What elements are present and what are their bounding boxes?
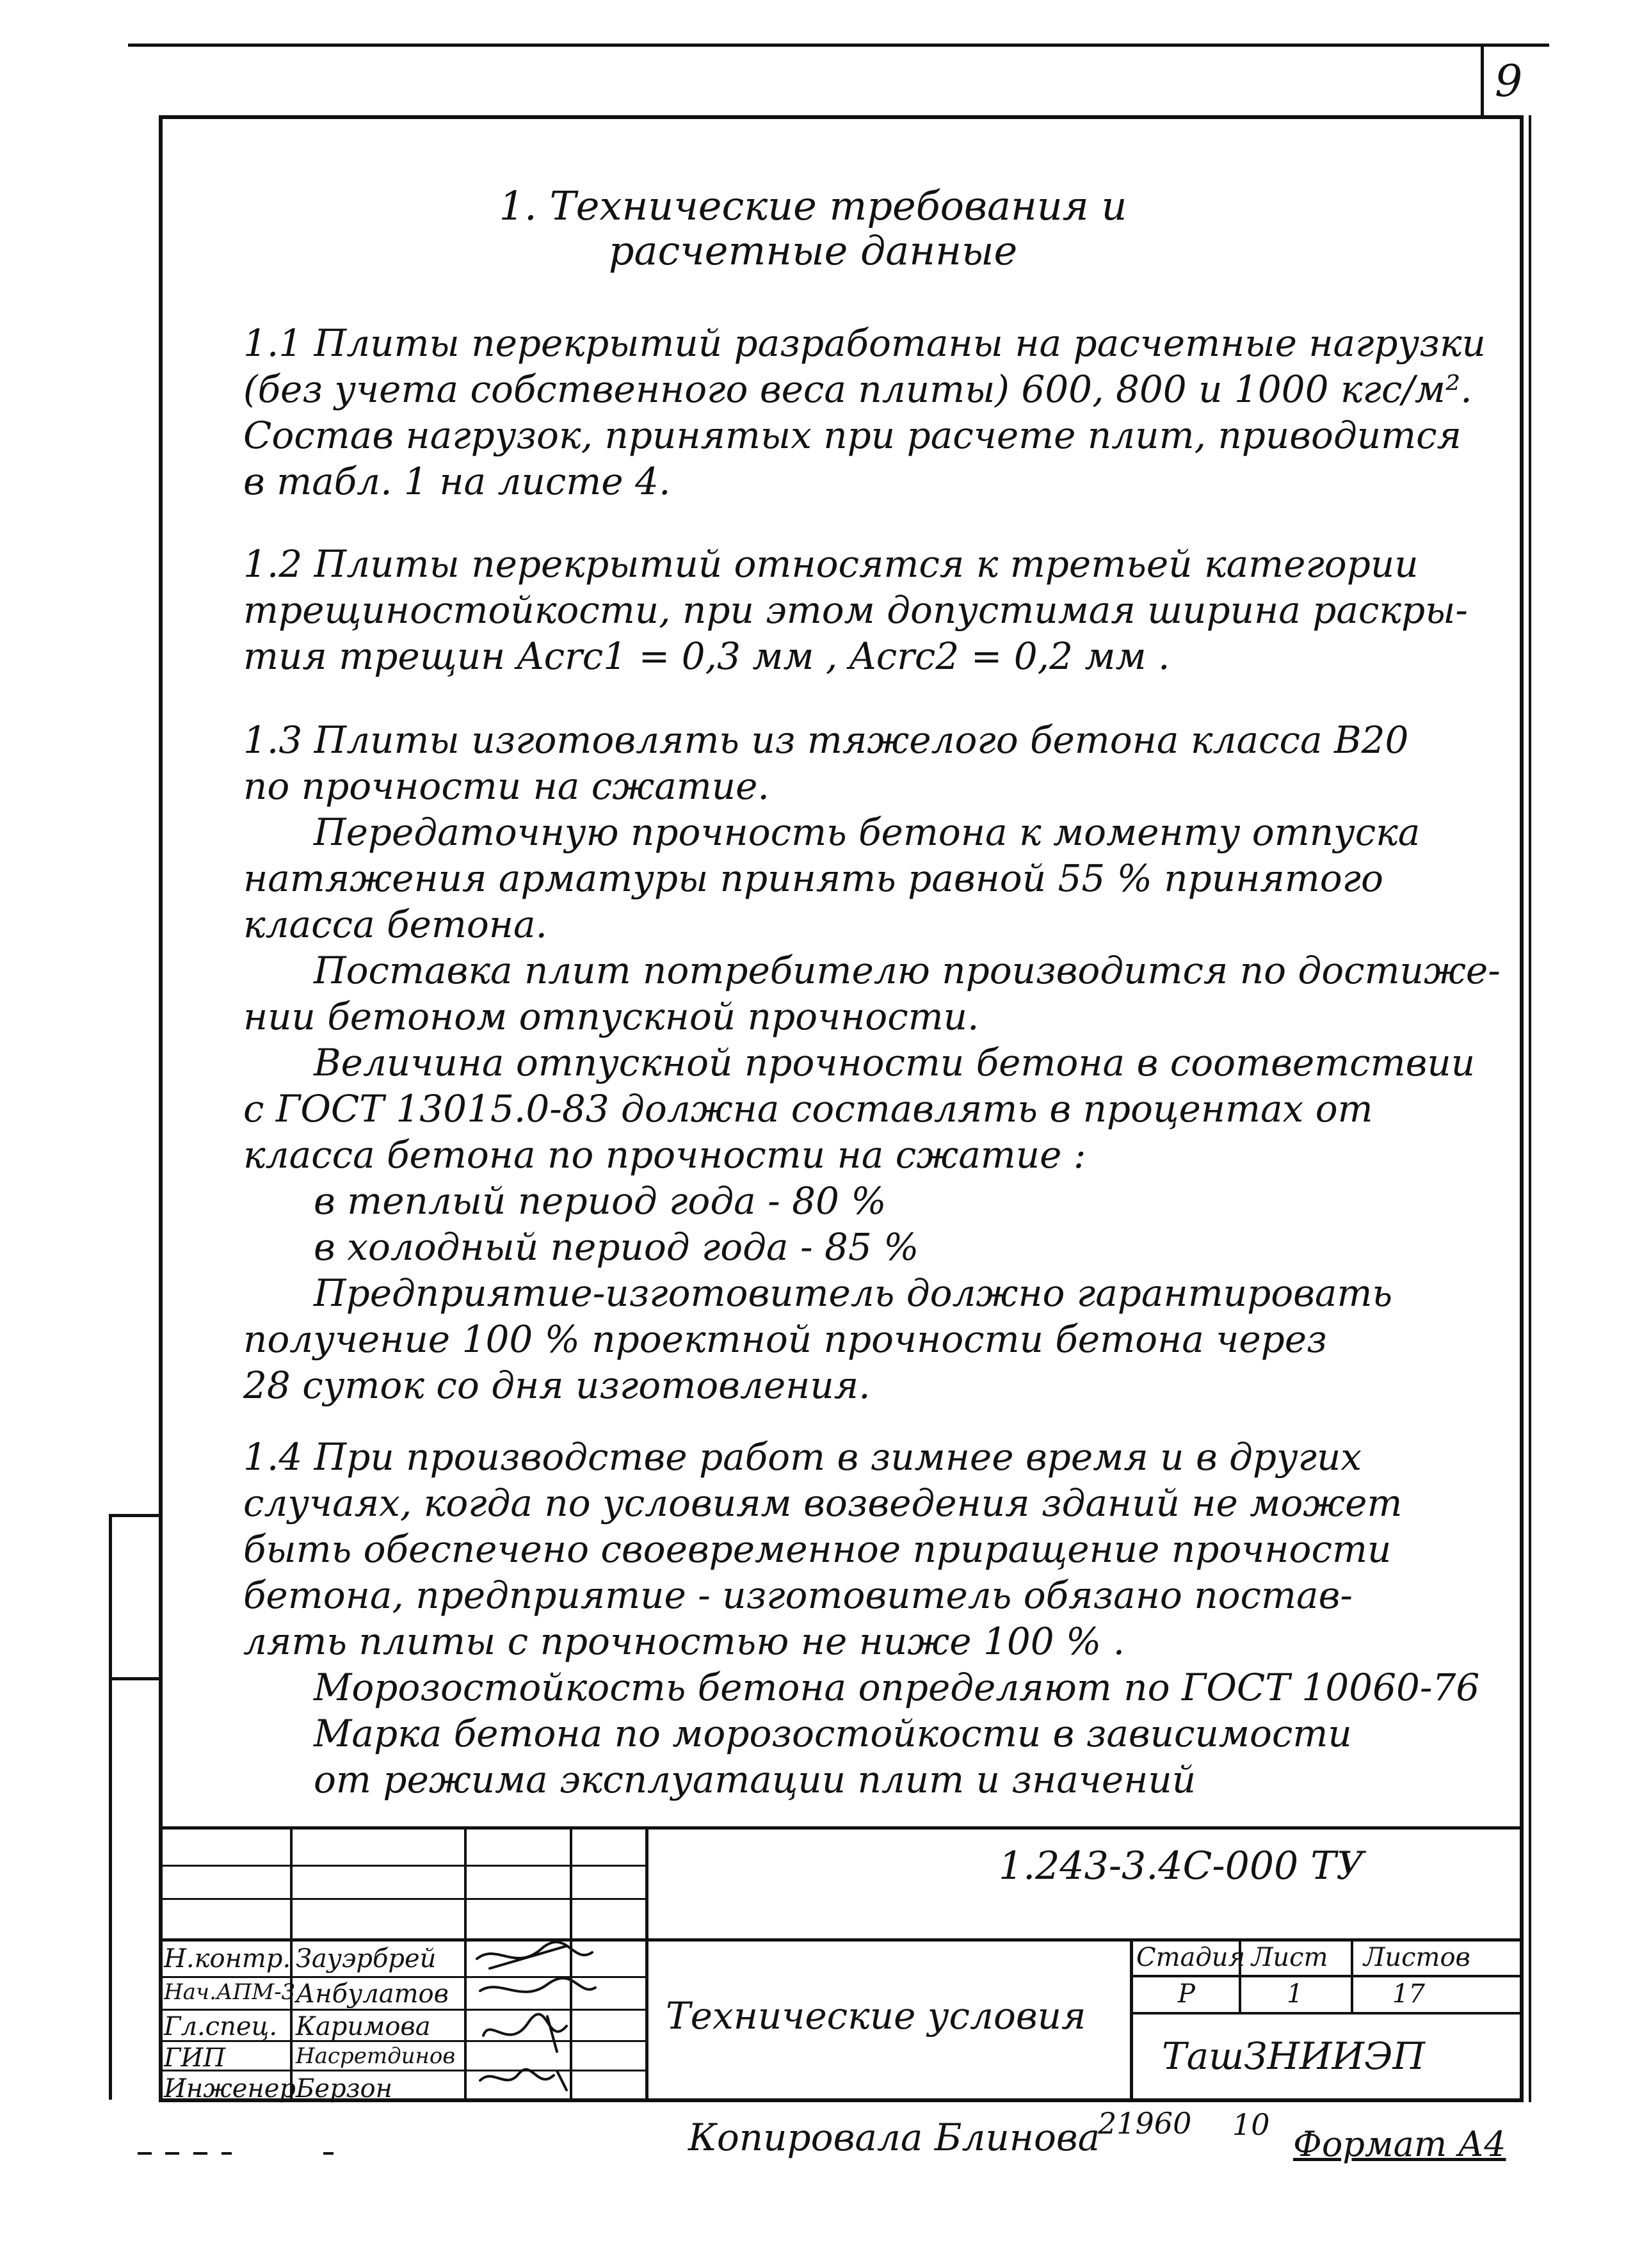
tb-col-line <box>645 1826 648 2102</box>
signature-1 <box>477 1942 592 1968</box>
text-line: 1.3 Плиты изготовлять из тяжелого бетона класса В20 <box>243 718 1409 762</box>
paragraph-1-2 <box>243 541 1498 679</box>
text-line: в холодный период года - 85 % <box>314 1225 919 1269</box>
sheets-value: 17 <box>1392 1979 1425 2009</box>
text-line: 1.2 Плиты перекрытий относятся к третьей категории <box>243 542 1419 586</box>
text-line: класса бетона по прочности на сжатие : <box>243 1133 1086 1177</box>
signature-scribbles <box>471 1940 605 2103</box>
text-line: получение 100 % проектной прочности бетона через <box>243 1317 1327 1361</box>
organization: ТашЗНИИЭП <box>1162 2034 1426 2078</box>
text-line: 28 суток со дня изготовления. <box>243 1363 871 1407</box>
paragraph-1-1 <box>243 320 1498 504</box>
signer-name: Насретдинов <box>296 2043 456 2069</box>
text-line: 1.1 Плиты перекрытий разработаны на расчетные нагрузки <box>243 321 1486 365</box>
dash-mark <box>193 2152 207 2155</box>
page-number-box-left <box>1481 45 1484 115</box>
stage-value: Р <box>1178 1979 1195 2009</box>
signer-role: Нач.АПМ-3 <box>164 1979 296 2005</box>
text-line: Состав нагрузок, принятых при расчете плит, приводится <box>243 414 1461 457</box>
text-line: Морозостойкость бетона определяют по ГОСТ 10060-76 <box>314 1666 1480 1709</box>
text-line: с ГОСТ 13015.0-83 должна составлять в процентах от <box>243 1087 1373 1130</box>
tb-col-line <box>1130 1938 1133 2102</box>
tb-row-line <box>159 1898 645 1900</box>
signer-role: Инженер <box>164 2074 296 2103</box>
text-line: нии бетоном отпускной прочности. <box>243 995 979 1038</box>
dash-mark <box>323 2152 334 2155</box>
paragraph-1-3 <box>243 717 1501 1408</box>
stage-header: Стадия <box>1136 1943 1245 1972</box>
signer-role: Гл.спец. <box>164 2012 278 2041</box>
text-line: Передаточную прочность бетона к моменту отпуска <box>314 810 1421 854</box>
signature-3 <box>483 2015 567 2052</box>
margin-strip <box>109 1514 112 2100</box>
text-line: от режима эксплуатации плит и значений <box>314 1758 1196 1801</box>
sheet-header: Лист <box>1252 1943 1328 1972</box>
format-label: Формат А4 <box>1293 2124 1506 2164</box>
section-title-line1: 1. Технические требования и <box>499 182 1127 229</box>
text-line: быть обеспечено своевременное приращение прочности <box>243 1527 1392 1571</box>
text-line: тия трещин Acrc1 = 0,3 мм , Acrc2 = 0,2 мм . <box>243 634 1170 678</box>
signer-role: ГИП <box>164 2043 226 2073</box>
text-line: Предприятие-изготовитель должно гарантировать <box>314 1271 1393 1315</box>
tb-col-line <box>464 1826 467 2102</box>
tb-row-line <box>159 1938 1524 1942</box>
dash-mark <box>138 2152 152 2155</box>
designation: 1.243-3.4С-000 ТУ <box>999 1844 1364 1888</box>
signer-name: Каримова <box>296 2012 431 2041</box>
text-line: по прочности на сжатие. <box>243 764 769 808</box>
text-line: (без учета собственного веса плиты) 600, 800 и 1000 кгс/м². <box>243 367 1472 411</box>
signer-role: Н.контр. <box>164 1944 291 1974</box>
sheets-header: Листов <box>1364 1943 1470 1972</box>
text-line: в теплый период года - 80 % <box>314 1179 887 1223</box>
signer-name: Зауэрбрей <box>296 1944 437 1974</box>
text-line: случаях, когда по условиям возведения зданий не может <box>243 1481 1403 1525</box>
tb-row-line <box>1130 1975 1524 1977</box>
footer-number-2: 10 <box>1232 2107 1270 2142</box>
paragraph-1-4 <box>243 1434 1498 1803</box>
frame-right-edge <box>1529 115 1531 2102</box>
footer-number-1: 21960 <box>1098 2106 1192 2141</box>
tb-top <box>159 1826 1524 1830</box>
margin-tick-1 <box>109 1514 160 1517</box>
copied-by: Копировала Блинова <box>688 2116 1100 2159</box>
page-number: 9 <box>1495 56 1523 107</box>
dash-mark <box>165 2152 179 2155</box>
signature-4 <box>480 2070 567 2090</box>
text-line: натяжения арматуры принять равной 55 % принятого <box>243 857 1383 900</box>
signature-2 <box>480 1978 595 1991</box>
text-line: лять плиты с прочностью не ниже 100 % . <box>243 1620 1125 1663</box>
text-line: в табл. 1 на листе 4. <box>243 460 671 503</box>
document-name: Технические условия <box>666 1994 1086 2038</box>
top-rule <box>128 44 1549 47</box>
signer-name: Анбулатов <box>296 1979 449 2009</box>
text-line: бетона, предприятие - изготовитель обязано постав- <box>243 1573 1353 1617</box>
text-line: класса бетона. <box>243 903 547 946</box>
text-line: Поставка плит потребителю производится по достиже- <box>314 949 1501 992</box>
text-line: 1.4 При производстве работ в зимнее время и в других <box>243 1435 1362 1479</box>
section-title-line2: расчетные данные <box>608 227 1018 274</box>
tb-col-line <box>1351 1938 1353 2013</box>
text-line: трещиностойкости, при этом допустимая ширина раскры- <box>243 588 1469 632</box>
text-line: Величина отпускной прочности бетона в соответствии <box>314 1041 1476 1084</box>
margin-tick-2 <box>109 1677 160 1680</box>
tb-row-line <box>1130 2012 1524 2015</box>
text-line: Марка бетона по морозостойкости в зависимости <box>314 1712 1352 1755</box>
sheet-value: 1 <box>1287 1979 1303 2009</box>
tb-row-line <box>159 1865 645 1867</box>
signer-name: Берзон <box>296 2074 392 2103</box>
dash-mark <box>221 2152 232 2155</box>
